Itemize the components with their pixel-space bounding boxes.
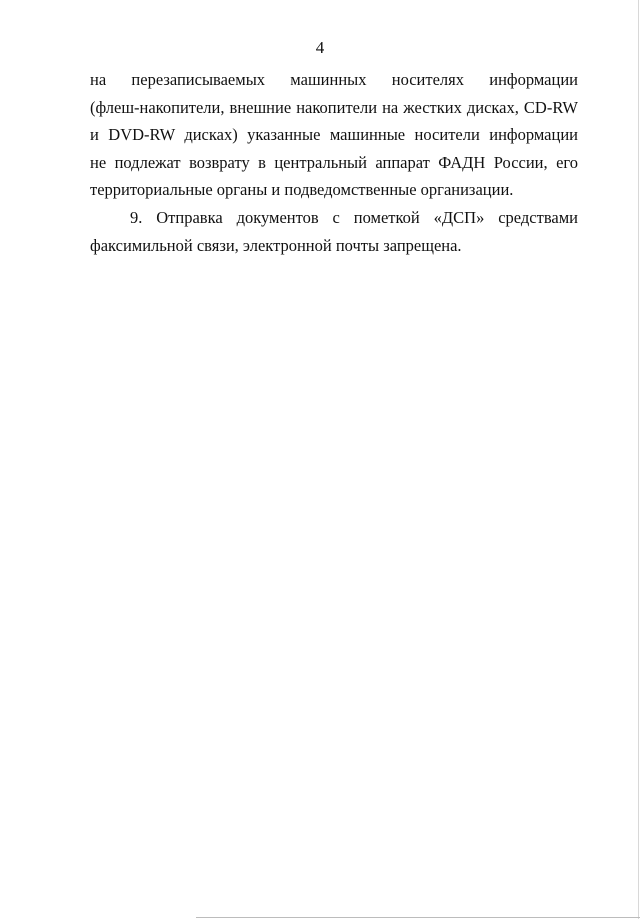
- paragraph-1-line-4: не подлежат возврату в центральный аппарат ФАДН России, его: [90, 152, 578, 172]
- scan-edge-bottom: [196, 917, 640, 918]
- paragraph-1-line-5: территориальные органы и подведомственные организации.: [90, 180, 514, 200]
- paragraph-2-line-2: факсимильной связи, электронной почты запрещена.: [90, 235, 462, 255]
- paragraph-2-line-1: 9. Отправка документов с пометкой «ДСП» средствами: [130, 207, 578, 227]
- paragraph-1-line-1: на перезаписываемых машинных носителях информации: [90, 70, 578, 89]
- document-body: [90, 66, 578, 259]
- paragraph-1-line-2: (флеш-накопители, внешние накопители на жестких дисках, CD-RW: [90, 97, 578, 117]
- page-number: 4: [315, 38, 325, 57]
- scan-edge-right: [638, 0, 639, 919]
- paragraph-1-line-3: и DVD-RW дисках) указанные машинные носители информации: [90, 125, 578, 145]
